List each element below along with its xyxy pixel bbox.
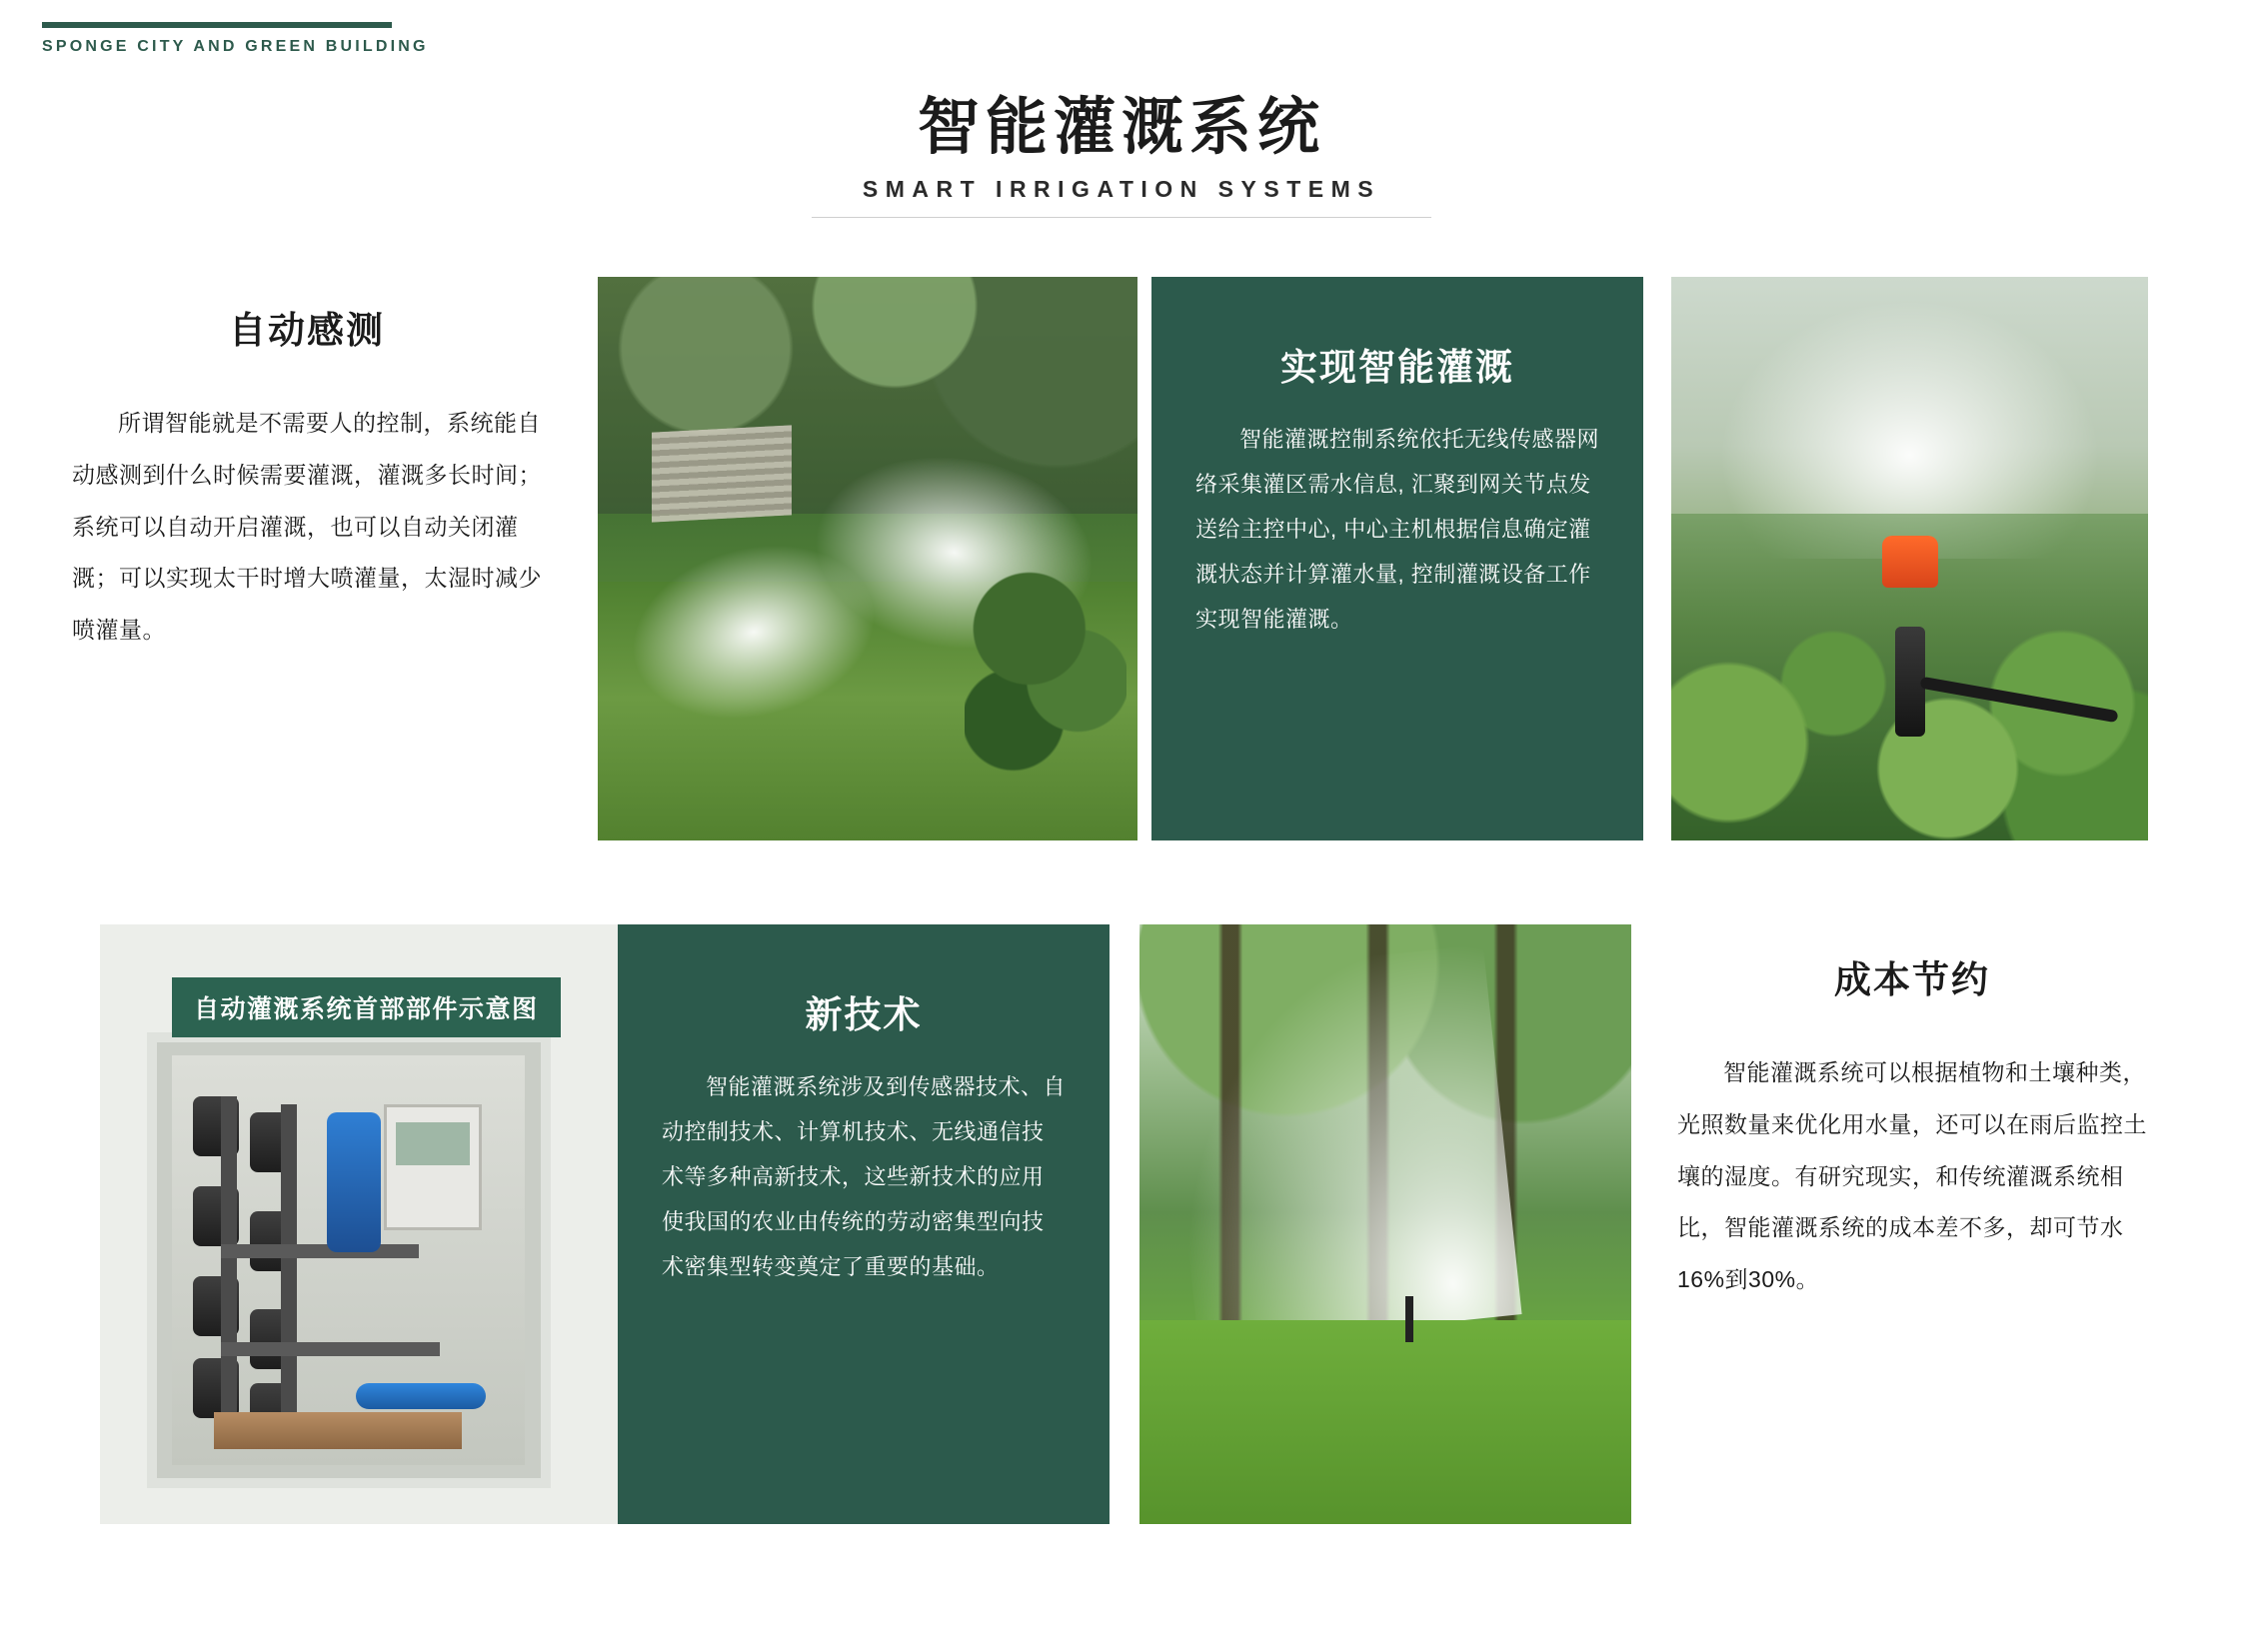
title-english: SMART IRRIGATION SYSTEMS <box>862 176 1381 203</box>
garden-steps-shape <box>652 426 792 524</box>
sprinkler-riser-shape <box>1405 1296 1413 1342</box>
blue-filter-shape <box>327 1112 381 1252</box>
sprinkler-nozzle-head-shape <box>1882 536 1938 588</box>
vertical-pipe-shape <box>221 1096 237 1424</box>
section-auto-sensing <box>72 300 542 657</box>
irrigation-controller-shape <box>384 1104 482 1230</box>
cabinet-backplate-shape <box>172 1055 525 1465</box>
title-chinese: 智能灌溉系统 <box>917 93 1325 162</box>
section-cost-saving <box>1677 949 2147 1306</box>
section-smart-irrigation <box>1151 277 1643 840</box>
section-body-auto-sensing: 所谓智能就是不需要人的控制，系统能自动感测到什么时候需要灌溉，灌溉多长时间；系统可以自动开启灌溉，也可以自动关闭灌溉；可以实现太干时增大喷灌量，太湿时减少喷灌量。 <box>72 410 542 643</box>
grass-field-shape <box>1139 1320 1631 1524</box>
photo-forest-sprinkler <box>1139 924 1631 1524</box>
cabinet-frame-shape <box>147 1032 551 1488</box>
horizontal-pipe-shape <box>221 1244 419 1258</box>
controller-screen-shape <box>396 1122 470 1165</box>
photo-micro-sprinkler <box>1671 277 2148 840</box>
section-heading-new-technology: 新技术 <box>805 994 923 1035</box>
shrub-shape <box>965 525 1126 784</box>
vertical-pipe-shape <box>281 1104 297 1415</box>
photo-control-cabinet <box>100 924 618 1524</box>
kicker-label: SPONGE CITY AND GREEN BUILDING <box>42 38 429 55</box>
title-divider <box>812 217 1431 218</box>
section-new-technology <box>618 924 1110 1524</box>
cabinet-caption-label: 自动灌溉系统首部部件示意图 <box>172 977 561 1037</box>
page-title <box>0 95 2243 218</box>
brand-kicker <box>42 22 429 56</box>
section-heading-cost-saving: 成本节约 <box>1834 959 1990 1000</box>
blue-pipe-shape <box>356 1383 486 1409</box>
section-heading-auto-sensing: 自动感测 <box>229 310 385 351</box>
section-body-smart-irrigation: 智能灌溉控制系统依托无线传感器网络采集灌区需水信息, 汇聚到网关节点发送给主控中心, 中心主机根据信息确定灌溉状态并计算灌水量, 控制灌溉设备工作实现智能灌溉。 <box>1195 427 1600 633</box>
soil-strip-shape <box>214 1412 461 1449</box>
section-body-new-technology: 智能灌溉系统涉及到传感器技术、自动控制技术、计算机技术、无线通信技术等多种高新技术，这些新技术的应用使我国的农业由传统的劳动密集型向技术密集型转变奠定了重要的基础。 <box>662 1074 1067 1280</box>
section-heading-smart-irrigation: 实现智能灌溉 <box>1280 347 1514 388</box>
water-jet-shape <box>1160 944 1522 1348</box>
horizontal-pipe-shape <box>221 1342 440 1356</box>
section-body-cost-saving: 智能灌溉系统可以根据植物和土壤种类，光照数量来优化用水量，还可以在雨后监控土壤的湿度。有研究现实，和传统灌溉系统相比，智能灌溉系统的成本差不多，却可节水16%到30%。 <box>1677 1059 2147 1292</box>
photo-lawn-sprinkler <box>598 277 1137 840</box>
kicker-rule <box>42 22 392 28</box>
